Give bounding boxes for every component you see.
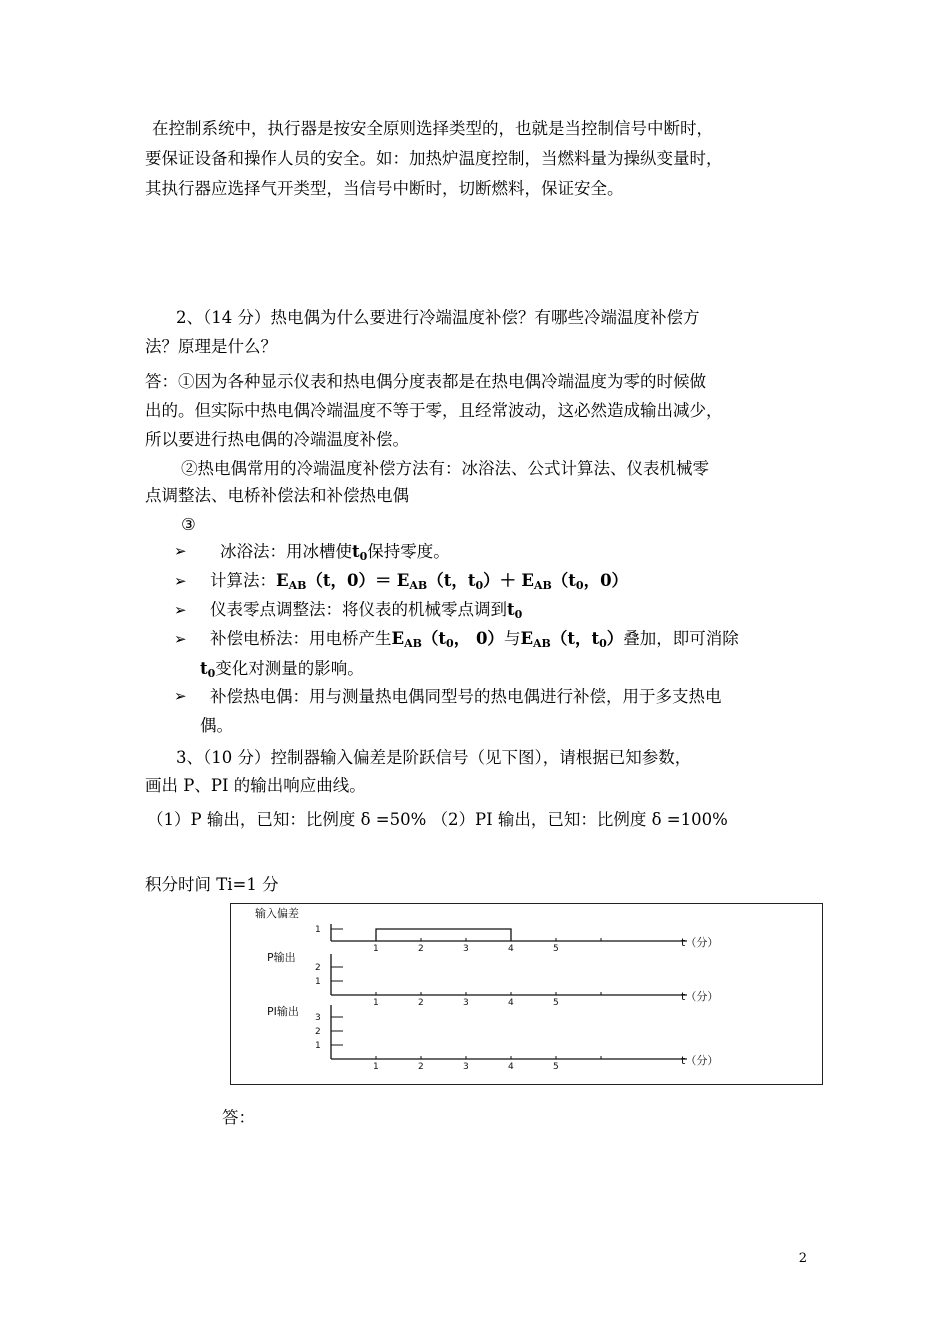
panel-1-xtick-label: 5 [553, 998, 559, 1008]
panel-0-xtick-label: 2 [418, 944, 424, 954]
step-response-figure [230, 903, 823, 1085]
zero-sub: 0 [514, 608, 523, 621]
q2-answer-line-4: ②热电偶常用的冷端温度补偿方法有：冰浴法、公式计算法、仪表机械零 [181, 459, 709, 478]
calc-arg2sub: 0 [475, 579, 484, 592]
q2-answer-line-6: ③ [181, 515, 196, 534]
panel-0-xtick-label: 5 [553, 944, 559, 954]
panel-0-ytick-label: 1 [315, 925, 321, 935]
q3-answer-label: 答： [222, 1108, 255, 1127]
calc-arg3b: ，0） [583, 571, 629, 590]
bullet-arrow-icon: ➢ [174, 601, 187, 619]
panel-2-xlabel: t（分） [681, 1054, 719, 1067]
item-comp-thermocouple-2: 偶。 [200, 716, 233, 735]
panel-0-xlabel: t（分） [681, 936, 719, 949]
calc-arg3sub: 0 [575, 579, 584, 592]
bridge-mid: 与 [503, 629, 521, 648]
bridge-arg2sub: 0 [599, 637, 607, 650]
bridge-l2-var: t [200, 659, 208, 678]
q2-line-2: 法？原理是什么？ [145, 337, 277, 356]
calc-sub2: AB [409, 579, 428, 592]
bridge-sub2: AB [533, 637, 551, 650]
panel-1-ytick-label: 1 [315, 977, 321, 987]
intro-line-3: 其执行器应选择气开类型，当信号中断时，切断燃料，保证安全。 [145, 179, 624, 198]
calc-arg2a: （t，t [427, 571, 476, 590]
page-number: 2 [798, 1251, 807, 1266]
bridge-arg2a: （t，t [550, 629, 600, 648]
bullet-arrow-icon: ➢ [174, 572, 187, 590]
panel-0-xtick-label: 3 [463, 944, 469, 954]
panel-0-series-0 [376, 929, 511, 941]
bridge-l2-sub: 0 [207, 667, 216, 680]
calc-label: 计算法： [210, 571, 276, 590]
bridge-l2-text: 变化对测量的影响。 [215, 659, 364, 678]
panel-2-xtick-label: 5 [553, 1062, 559, 1072]
item-ice-bath [220, 539, 450, 565]
q2-line-1: 2、（14 分）热电偶为什么要进行冷端温度补偿？有哪些冷端温度补偿方 [176, 308, 700, 327]
calc-arg1: （t，0）＝ [306, 571, 392, 590]
panel-0-ylabel: 输入偏差 [255, 907, 299, 920]
panel-1-ylabel: P输出 [267, 951, 296, 964]
bridge-arg2b: ） [606, 629, 624, 648]
q3-line-3: （1）P 输出，已知：比例度 δ =50% （2）PI 输出，已知：比例度 δ =100% [147, 810, 728, 829]
panel-2-ytick-label: 3 [315, 1013, 321, 1023]
zero-var: t [507, 600, 515, 619]
bridge-e1: E [391, 629, 405, 648]
bridge-sub1: AB [404, 637, 422, 650]
ice-bath-var: t [352, 542, 360, 561]
bullet-arrow-icon: ➢ [174, 630, 187, 648]
panel-2-xtick-label: 4 [508, 1062, 514, 1072]
calc-arg2b: ）＋ [483, 571, 517, 590]
panel-2-ytick-label: 1 [315, 1041, 321, 1051]
calc-e3: E [521, 571, 534, 590]
panel-0-xtick-label: 4 [508, 944, 514, 954]
bridge-arg1b: ， 0） [453, 629, 504, 648]
calc-sub3: AB [533, 579, 552, 592]
intro-line-1: 在控制系统中，执行器是按安全原则选择类型的，也就是当控制信号中断时， [152, 119, 713, 138]
item-calculation [210, 568, 628, 594]
panel-1-ytick-label: 2 [315, 963, 321, 973]
q3-line-2: 画出 P、PI 的输出响应曲线。 [145, 776, 366, 795]
q3-line-4: 积分时间 Ti=1 分 [145, 875, 279, 894]
ice-bath-end: 保持零度。 [367, 542, 450, 561]
q2-answer-line-2: 出的。但实际中热电偶冷端温度不等于零，且经常波动，这必然造成输出减少， [145, 401, 723, 420]
item-bridge-line-2 [200, 656, 364, 682]
panel-0-xtick-label: 1 [373, 944, 379, 954]
ice-bath-sub: 0 [359, 550, 368, 563]
bullet-arrow-icon: ➢ [174, 542, 187, 560]
q2-answer-line-1: 答：①因为各种显示仪表和热电偶分度表都是在热电偶冷端温度为零的时候做 [145, 372, 706, 391]
bridge-arg1a: （t [421, 629, 447, 648]
calc-e1: E [276, 571, 289, 590]
q2-answer-line-3: 所以要进行热电偶的冷端温度补偿。 [145, 430, 409, 449]
panel-2-xtick-label: 1 [373, 1062, 379, 1072]
panel-1-xtick-label: 1 [373, 998, 379, 1008]
step-response-chart [231, 904, 824, 1086]
q3-line-1: 3、（10 分）控制器输入偏差是阶跃信号（见下图），请根据已知参数， [176, 748, 692, 767]
bridge-end: 叠加，即可消除 [623, 629, 739, 648]
panel-1-xtick-label: 4 [508, 998, 514, 1008]
panel-2-xtick-label: 3 [463, 1062, 469, 1072]
item-bridge [210, 626, 739, 652]
bullet-arrow-icon: ➢ [174, 687, 187, 705]
panel-2-xtick-label: 2 [418, 1062, 424, 1072]
panel-1-xtick-label: 2 [418, 998, 424, 1008]
bridge-e2: E [520, 629, 534, 648]
zero-text: 仪表零点调整法：将仪表的机械零点调到 [210, 600, 507, 619]
calc-e2: E [396, 571, 410, 590]
calc-arg3a: （t [551, 571, 576, 590]
panel-2-ylabel: PI输出 [267, 1005, 299, 1018]
item-zero-adjust [210, 597, 522, 623]
item-comp-thermocouple-1: 补偿热电偶：用与测量热电偶同型号的热电偶进行补偿，用于多支热电 [210, 687, 722, 706]
bridge-text: 补偿电桥法：用电桥产生 [210, 629, 392, 648]
panel-2-ytick-label: 2 [315, 1027, 321, 1037]
bridge-arg1sub: 0 [446, 637, 454, 650]
calc-sub1: AB [288, 579, 307, 592]
q2-answer-line-5: 点调整法、电桥补偿法和补偿热电偶 [145, 486, 409, 505]
intro-line-2: 要保证设备和操作人员的安全。如：加热炉温度控制，当燃料量为操纵变量时， [145, 149, 723, 168]
panel-1-xtick-label: 3 [463, 998, 469, 1008]
panel-1-xlabel: t（分） [681, 990, 719, 1003]
ice-bath-text: 冰浴法：用冰槽使 [220, 542, 352, 561]
